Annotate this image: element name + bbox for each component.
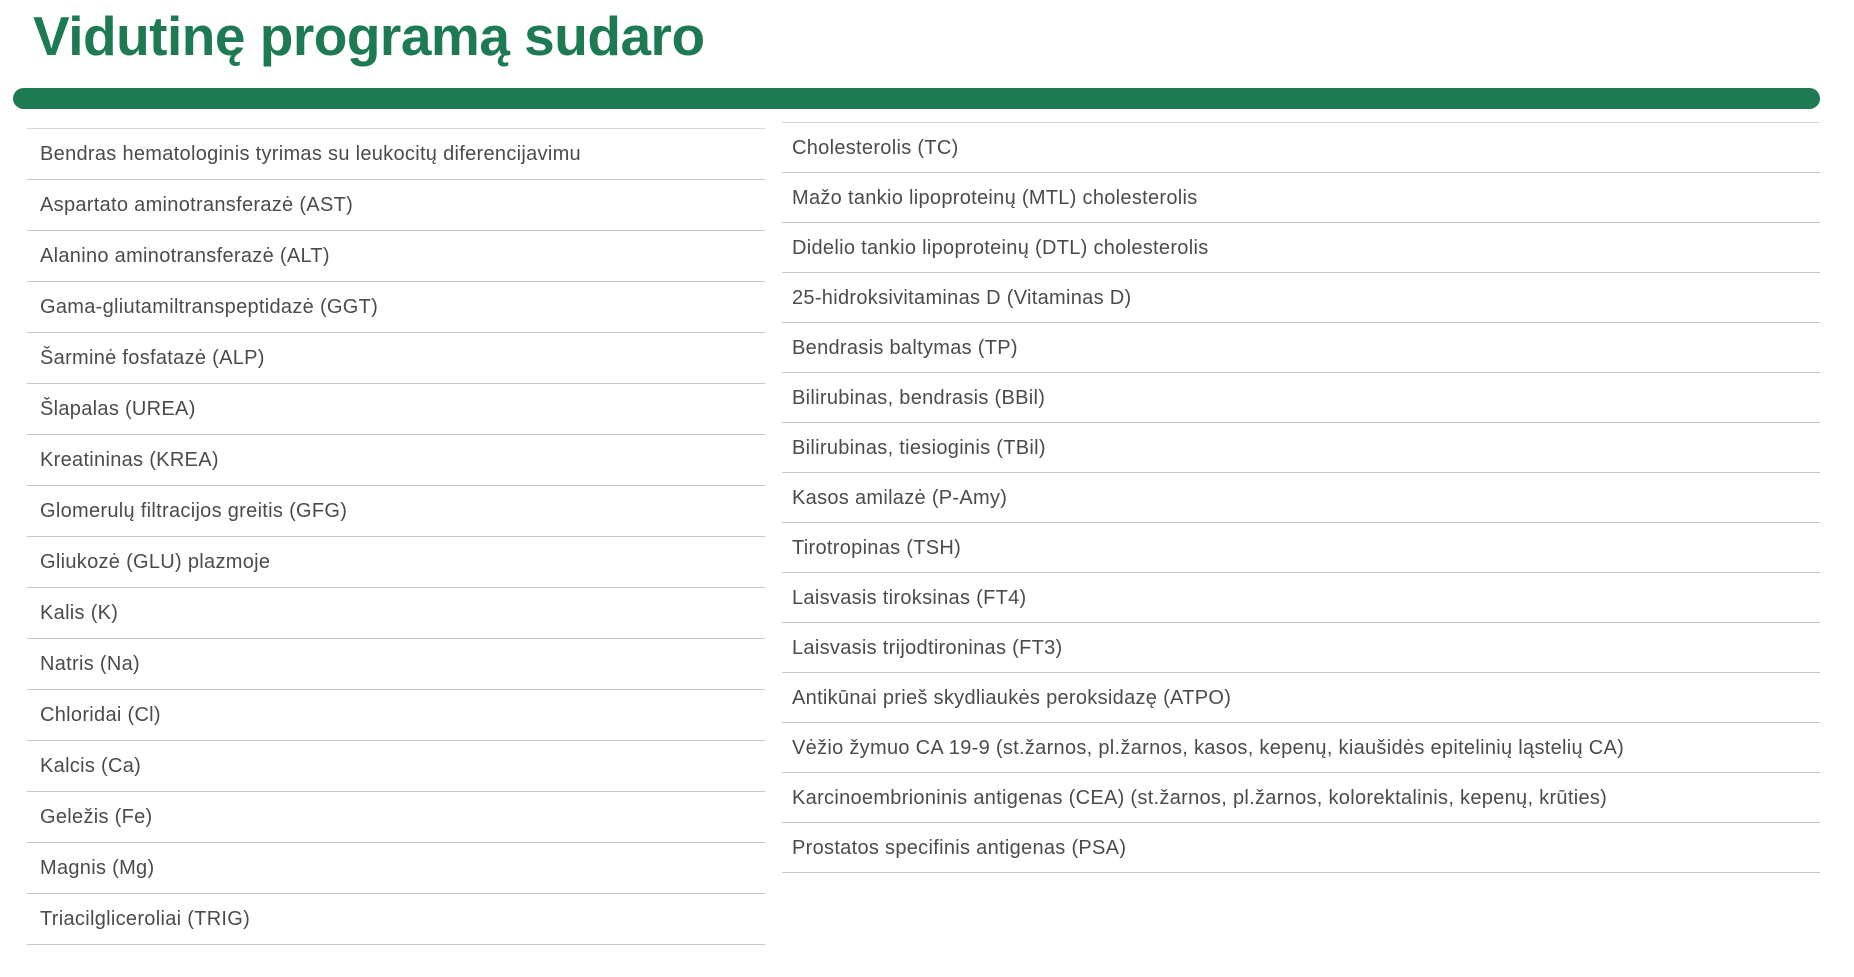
test-list-item: Bilirubinas, bendrasis (BBil): [782, 373, 1820, 423]
test-list-item: Laisvasis tiroksinas (FT4): [782, 573, 1820, 623]
test-list-item: Bendrasis baltymas (TP): [782, 323, 1820, 373]
test-list-item: Magnis (Mg): [27, 843, 765, 894]
test-list-item: Kalcis (Ca): [27, 741, 765, 792]
test-list-item: Prostatos specifinis antigenas (PSA): [782, 823, 1820, 873]
test-list-item: Natris (Na): [27, 639, 765, 690]
test-list-item: Gama-gliutamiltranspeptidazė (GGT): [27, 282, 765, 333]
test-list-item: Aspartato aminotransferazė (AST): [27, 180, 765, 231]
test-list-item: Kalis (K): [27, 588, 765, 639]
test-list-item: Triacilgliceroliai (TRIG): [27, 894, 765, 945]
test-list-item: Šlapalas (UREA): [27, 384, 765, 435]
test-list-item: Glomerulų filtracijos greitis (GFG): [27, 486, 765, 537]
test-list-item: Kreatininas (KREA): [27, 435, 765, 486]
test-list-item: Cholesterolis (TC): [782, 123, 1820, 173]
test-list-item: 25-hidroksivitaminas D (Vitaminas D): [782, 273, 1820, 323]
test-list-item: Bendras hematologinis tyrimas su leukocitų diferencijavimu: [27, 129, 765, 180]
test-list-item: Antikūnai prieš skydliaukės peroksidazę (ATPO): [782, 673, 1820, 723]
title-underline-bar: [13, 88, 1820, 109]
test-list-item: Kasos amilazė (P-Amy): [782, 473, 1820, 523]
test-list-item: Šarminė fosfatazė (ALP): [27, 333, 765, 384]
test-list-item: Vėžio žymuo CA 19-9 (st.žarnos, pl.žarnos, kasos, kepenų, kiaušidės epitelinių ląstelių CA): [782, 723, 1820, 773]
page-title: Vidutinę programą sudaro: [33, 5, 705, 67]
test-list-item: Didelio tankio lipoproteinų (DTL) cholesterolis: [782, 223, 1820, 273]
test-list-item: Geležis (Fe): [27, 792, 765, 843]
test-list-item: Gliukozė (GLU) plazmoje: [27, 537, 765, 588]
test-list-item: Karcinoembrioninis antigenas (CEA) (st.žarnos, pl.žarnos, kolorektalinis, kepenų, krūties): [782, 773, 1820, 823]
test-list-item: Tirotropinas (TSH): [782, 523, 1820, 573]
test-list-left: [27, 128, 765, 945]
test-list-item: Mažo tankio lipoproteinų (MTL) cholesterolis: [782, 173, 1820, 223]
test-list-item: Chloridai (Cl): [27, 690, 765, 741]
test-list-right: [782, 122, 1820, 873]
test-list-item: Laisvasis trijodtironinas (FT3): [782, 623, 1820, 673]
test-list-item: Bilirubinas, tiesioginis (TBil): [782, 423, 1820, 473]
test-list-item: Alanino aminotransferazė (ALT): [27, 231, 765, 282]
